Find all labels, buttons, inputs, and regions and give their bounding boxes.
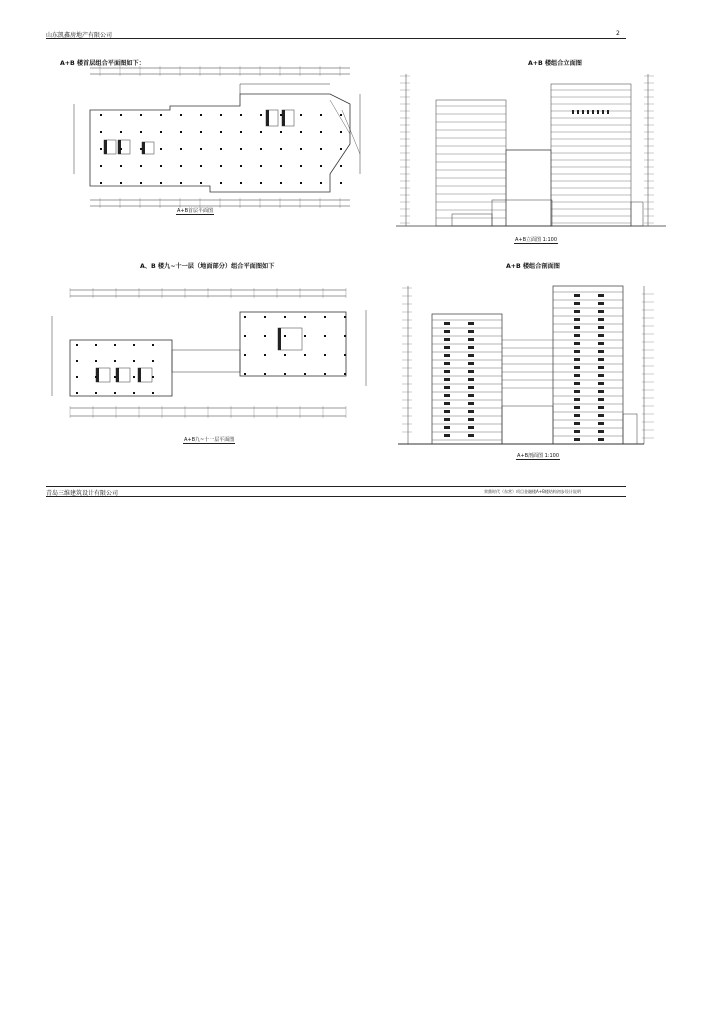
caption-elevation: A+B立面图 1:100 <box>515 237 558 243</box>
footer-rule-bottom <box>46 496 626 497</box>
caption-ground-plan: A+B首层平面图 <box>177 208 214 214</box>
caption-cross-section: A+B剖面图 1:100 <box>517 453 560 459</box>
header-company: 山东凯鑫房地产有限公司 <box>46 32 113 39</box>
footer-designer: 青岛三维建筑设计有限公司 <box>46 490 119 497</box>
cross-section-drawing <box>398 280 688 454</box>
section-title-elevation: A+B 楼组合立面图 <box>528 60 582 67</box>
caption-upper-plan: A+B九~十一层平面图 <box>184 437 235 443</box>
header-rule <box>46 38 626 39</box>
elevation-drawing <box>396 66 666 236</box>
ground-floor-plan-drawing <box>60 64 370 214</box>
footer-rule-top <box>46 486 626 487</box>
footer-report: 荣鼎时代（东营）项目金融楼A+B楼结构初步设计说明 <box>484 489 581 494</box>
upper-floor-plan-drawing <box>40 286 376 432</box>
header-page-number: 2 <box>616 30 620 37</box>
section-title-ground-plan: A+B 楼首层组合平面图如下： <box>60 60 145 67</box>
section-title-cross-section: A+B 楼组合剖面图 <box>506 263 560 270</box>
section-title-upper-plan: A、B 楼九~十一层（地面部分）组合平面图如下 <box>140 263 275 270</box>
